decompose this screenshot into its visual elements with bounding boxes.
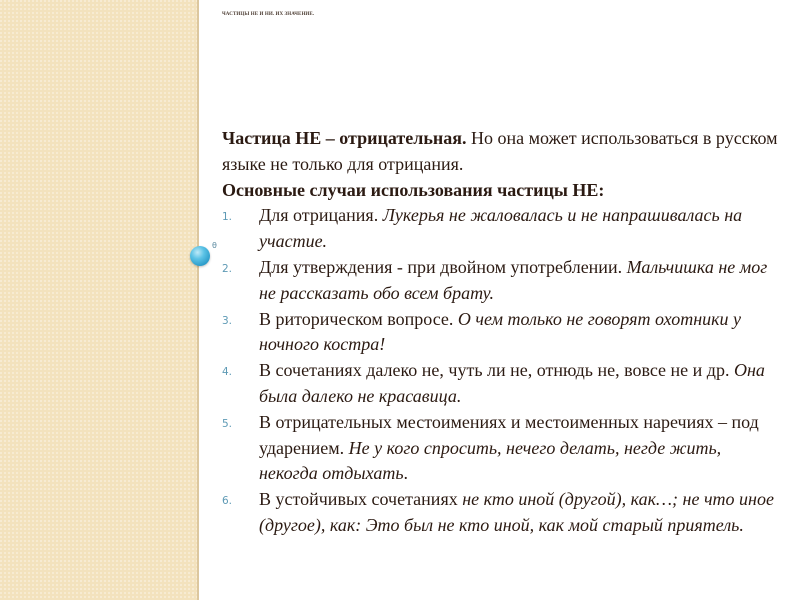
item-text: В сочетаниях далеко не, чуть ли не, отнюдь не, вовсе не и др. <box>259 360 734 381</box>
list-number: 3. <box>222 314 233 327</box>
blue-sphere-icon <box>190 246 210 266</box>
list-item <box>222 203 782 255</box>
intro-text: Но она может использоваться в русском языке не только для отрицания. <box>222 128 778 174</box>
item-tail: . <box>403 463 409 484</box>
item-text: Для отрицания. <box>259 205 383 226</box>
list-number: 4. <box>222 366 233 379</box>
item-text: В отрицательных местоимениях и местоименных наречиях – под ударением. <box>259 411 759 458</box>
side-panel-edge <box>197 0 199 600</box>
list-item <box>222 487 782 539</box>
item-text: Для утверждения - при двойном употреблении. <box>259 256 627 277</box>
item-example: Лукерья не жаловалась и не напрашивалась на участие. <box>259 205 743 252</box>
intro-paragraph <box>222 126 782 178</box>
intro-bold-lead: Частица НЕ – отрицательная. <box>222 128 467 148</box>
list-item <box>222 255 782 307</box>
item-example: О чем только не говорят охотники у ночного костра! <box>259 308 742 355</box>
list-number: 6. <box>222 495 233 508</box>
list-number: 1. <box>222 211 233 224</box>
item-example: Не у кого спросить, нечего делать, негде жить, некогда отдыхать <box>259 437 722 484</box>
sphere-mark-icon: θ <box>212 241 217 250</box>
slide-title: ЧАСТИЦЫ НЕ И НИ. ИХ ЗНАЧЕНИЕ. <box>222 12 315 17</box>
list-heading: Основные случаи использования частицы НЕ: <box>222 179 605 200</box>
list-number: 5. <box>222 417 233 430</box>
list-item <box>222 307 782 359</box>
slide-body <box>222 126 782 539</box>
item-text: В устойчивых сочетаниях <box>259 489 463 510</box>
item-example: Она была далеко не красавица. <box>259 360 765 406</box>
item-text: В риторическом вопросе. <box>259 308 458 329</box>
decorative-side-panel <box>0 0 197 600</box>
item-example: Мальчишка не мог не рассказать обо всем брату. <box>259 256 768 303</box>
list-number: 2. <box>222 262 233 275</box>
list-item <box>222 358 782 410</box>
list-item <box>222 410 782 487</box>
item-example: не кто иной (другой), как…; не что иное (другое), как: Это был не кто иной, как мой старый приятель. <box>259 489 774 535</box>
usage-list <box>222 203 782 538</box>
